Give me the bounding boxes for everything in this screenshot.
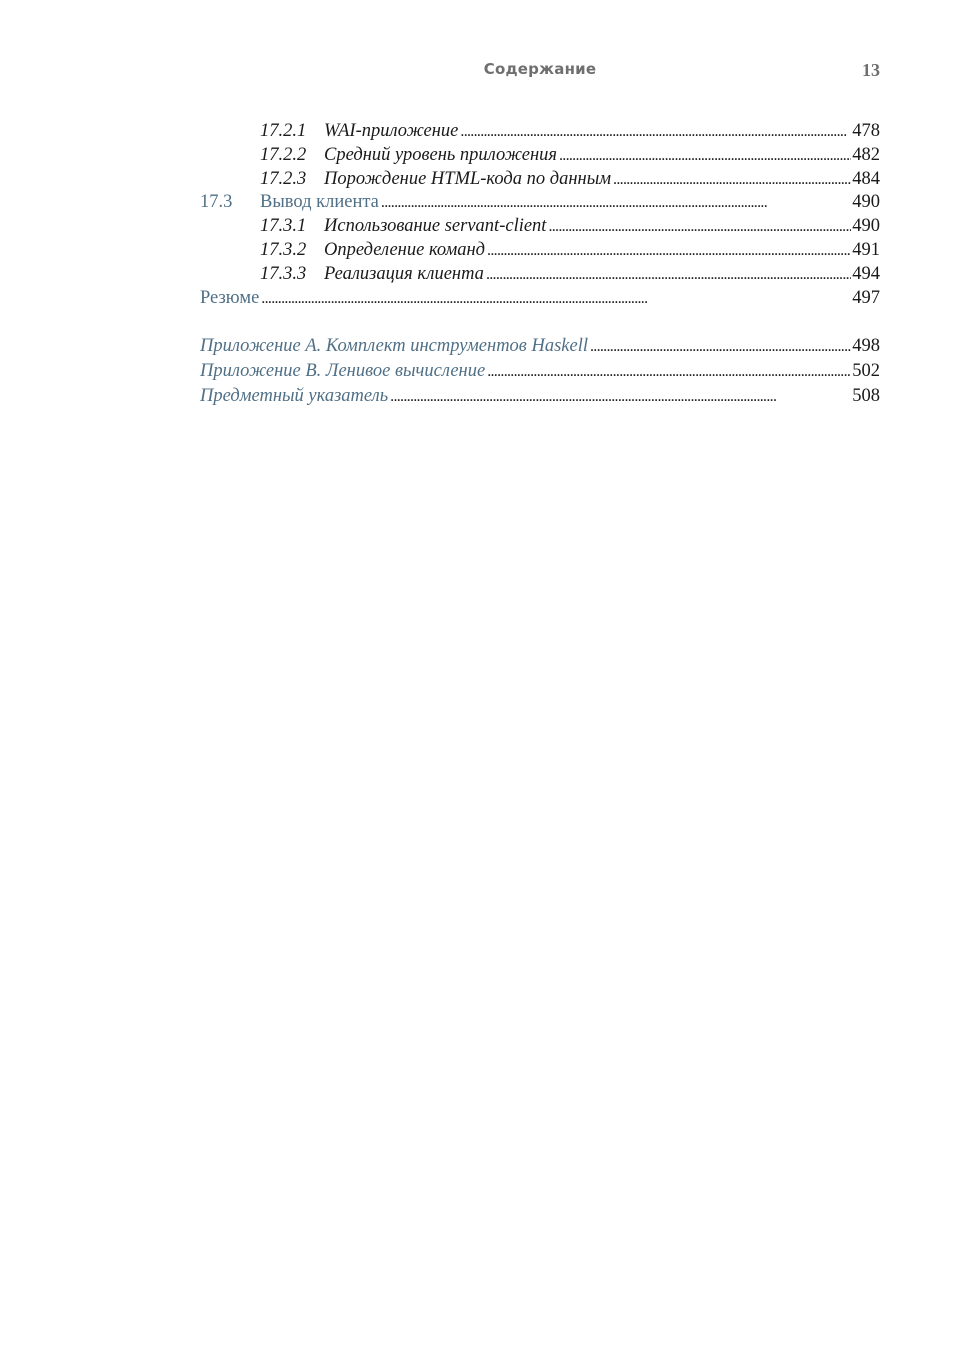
page-number: 13	[862, 60, 880, 80]
toc-entry-summary[interactable]	[200, 287, 880, 311]
toc-entry-17-3-3[interactable]	[200, 263, 880, 287]
toc-entry-number: 17.3	[200, 192, 233, 213]
table-of-contents	[200, 120, 880, 409]
toc-entry-number: 17.3.1	[260, 216, 307, 237]
toc-appendix-page: 508	[852, 386, 880, 407]
toc-entry-number: 17.3.3	[260, 263, 307, 284]
toc-appendix-title: Предметный указатель	[200, 386, 389, 407]
dot-leader	[484, 263, 851, 287]
toc-appendix-page: 502	[852, 361, 880, 382]
toc-appendix-title: Приложение A. Комплект инструментов Haskell	[200, 336, 588, 357]
toc-entry-page: 490	[852, 216, 880, 237]
dot-leader	[379, 191, 851, 215]
toc-entry-page: 482	[852, 144, 880, 165]
dot-leader	[485, 239, 851, 263]
toc-entry-title: Средний уровень приложения	[324, 144, 557, 165]
toc-entry-page: 490	[852, 192, 880, 213]
dot-leader	[588, 334, 851, 359]
toc-entry-17-3-1[interactable]	[200, 215, 880, 239]
toc-entry-title: Реализация клиента	[324, 263, 484, 284]
dot-leader	[388, 384, 851, 409]
running-head	[200, 60, 880, 84]
toc-entry-17-3-2[interactable]	[200, 239, 880, 263]
toc-appendix-b[interactable]	[200, 359, 880, 384]
toc-appendix-page: 498	[852, 336, 880, 357]
toc-appendix-title: Приложение B. Ленивое вычисление	[200, 361, 486, 382]
toc-entry-page: 478	[852, 121, 880, 141]
dot-leader	[485, 359, 851, 384]
toc-entry-number: 17.2.1	[260, 121, 307, 141]
toc-entry-page: 494	[852, 263, 880, 284]
toc-entry-number: 17.3.2	[260, 239, 307, 260]
dot-leader	[546, 215, 851, 239]
toc-entry-title: WAI-приложение	[324, 121, 459, 141]
toc-entry-title: Резюме	[200, 287, 260, 308]
toc-entry-17-3[interactable]	[200, 191, 880, 215]
toc-entry-number: 17.2.2	[260, 144, 307, 165]
running-title: Содержание	[483, 60, 597, 78]
dot-leader	[611, 168, 851, 192]
toc-entry-title: Определение команд	[324, 239, 486, 260]
toc-entry-page: 484	[852, 168, 880, 189]
toc-entry-17-2-1[interactable]	[200, 120, 880, 144]
toc-entry-17-2-2[interactable]	[200, 144, 880, 168]
toc-entry-17-2-3[interactable]	[200, 168, 880, 192]
toc-subject-index[interactable]	[200, 384, 880, 409]
toc-entry-title: Использование servant-client	[324, 216, 547, 237]
toc-entry-title: Порождение HTML-кода по данным	[324, 168, 612, 189]
toc-entry-page: 491	[852, 239, 880, 260]
toc-entry-page: 497	[852, 287, 880, 308]
toc-spacer	[200, 310, 880, 334]
toc-entry-number: 17.2.3	[260, 168, 307, 189]
dot-leader	[458, 120, 851, 144]
dot-leader	[259, 287, 851, 311]
toc-entry-title: Вывод клиента	[260, 192, 379, 213]
toc-appendix-a[interactable]	[200, 334, 880, 359]
dot-leader	[557, 144, 851, 168]
